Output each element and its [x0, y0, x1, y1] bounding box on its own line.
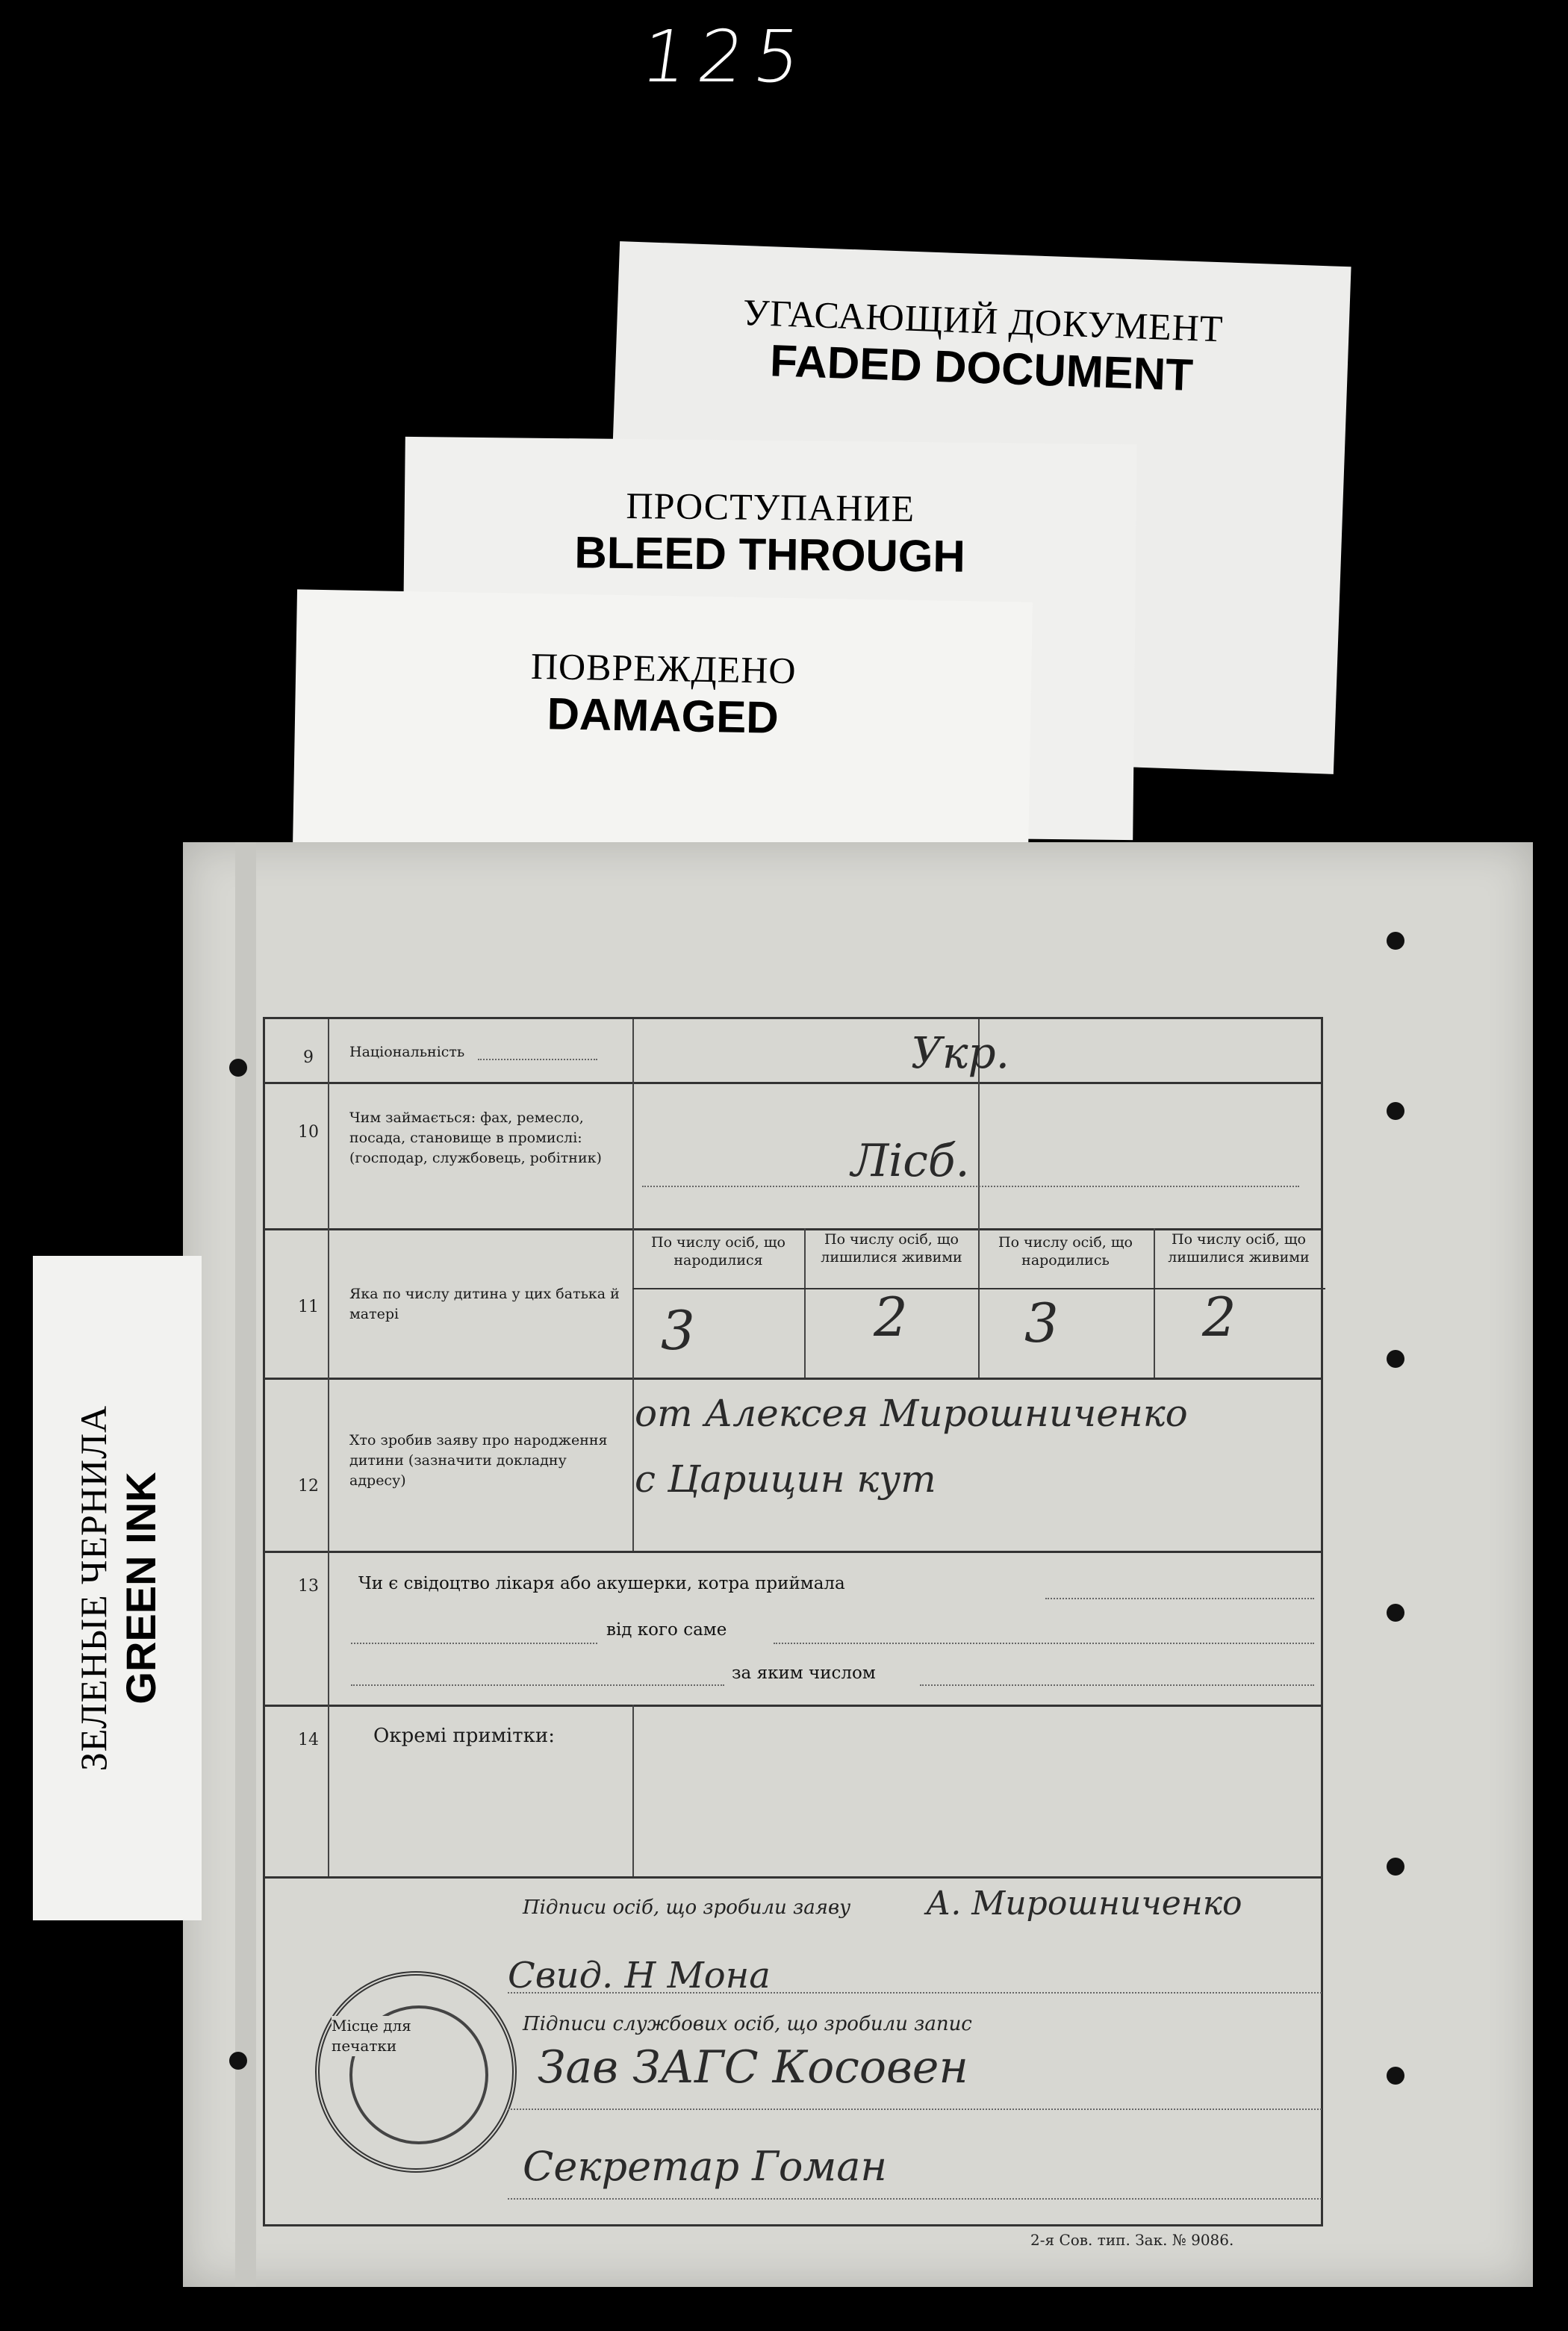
punch-hole-icon	[1387, 1102, 1404, 1120]
applicants-signature-label: Підписи осіб, що зробили заяву	[523, 1896, 851, 1919]
count-born-mother: 3	[1024, 1292, 1059, 1354]
nationality-value: Укр.	[911, 1027, 1010, 1078]
row-number-9: 9	[303, 1048, 314, 1067]
row-number-11: 11	[298, 1298, 319, 1316]
stamp-place-label: Місце для печатки	[332, 2016, 444, 2056]
header-born-mother: По числу осіб, що народились	[998, 1234, 1133, 1269]
damaged-label	[293, 589, 1033, 856]
declarant-label: Хто зробив заяву про народження дитини (зазначити докладну адресу)	[349, 1432, 608, 1489]
header-alive-mother: По числу осіб, що лишилися живими	[1168, 1231, 1310, 1266]
header-alive-father: По числу осіб, що лишилися живими	[821, 1231, 962, 1266]
punch-hole-icon	[1387, 2067, 1404, 2085]
punch-hole-icon	[229, 1059, 247, 1077]
count-born-father: 3	[661, 1299, 695, 1362]
count-alive-father: 2	[874, 1286, 908, 1348]
registrar-signature: Зав ЗАГС Косовен	[538, 2041, 968, 2094]
occupation-label: Чим займається: фах, ремесло, посада, становище в промислі: (господар, службовець, робітник)	[349, 1110, 602, 1166]
secretary-signature: Секретар Гоман	[523, 2143, 887, 2190]
faded-label-en: FADED DOCUMENT	[769, 335, 1194, 400]
green-ink-label	[33, 1256, 202, 1920]
row-number-12: 12	[298, 1477, 319, 1496]
printer-imprint: 2-я Сов. тип. Зак. № 9086.	[1030, 2231, 1234, 2249]
nationality-label: Національність	[349, 1044, 465, 1060]
certificate-date-label: за яким числом	[732, 1664, 876, 1683]
punch-hole-icon	[1387, 1604, 1404, 1622]
declarant-address: с Царицин кут	[635, 1457, 936, 1501]
occupation-value: Лісб.	[851, 1135, 970, 1187]
row-number-14: 14	[298, 1731, 319, 1749]
punch-hole-icon	[1387, 1858, 1404, 1876]
punch-hole-icon	[1387, 932, 1404, 950]
row-number-10: 10	[298, 1123, 319, 1142]
faded-label-ru: УГАСАЮЩИЙ ДОКУМЕНТ	[742, 290, 1225, 350]
certificate-from-whom: від кого саме	[606, 1620, 727, 1640]
certificate-question: Чи є свідоцтво лікаря або акушерки, котра приймала	[358, 1574, 845, 1593]
official-seal-icon	[315, 1971, 517, 2173]
header-born-father: По числу осіб, що народилися	[651, 1234, 785, 1269]
damaged-label-en: DAMAGED	[547, 688, 780, 743]
punch-hole-icon	[229, 2052, 247, 2070]
damaged-label-ru: ПОВРЕЖДЕНО	[530, 644, 797, 692]
notes-label: Окремі примітки:	[373, 1725, 555, 1747]
punch-hole-icon	[1387, 1350, 1404, 1368]
bleed-label-ru: ПРОСТУПАНИЕ	[626, 484, 915, 530]
count-alive-mother: 2	[1202, 1286, 1236, 1348]
witness-signature: Свид. Н Мона	[508, 1955, 771, 1997]
officials-signature-label: Підписи службових осіб, що зробили запис	[523, 2013, 972, 2035]
bleed-label-en: BLEED THROUGH	[574, 527, 966, 582]
declarant-name: от Алексея Мирошниченко	[635, 1392, 1188, 1435]
green-label-ru: ЗЕЛЕНЫЕ ЧЕРНИЛА	[72, 1404, 114, 1772]
green-label-en: GREEN INK	[117, 1472, 164, 1705]
applicant-signature: А. Мирошниченко	[926, 1885, 1242, 1923]
folio-number: 125	[636, 15, 817, 99]
row-number-13: 13	[298, 1577, 319, 1596]
child-order-label: Яка по числу дитина у цих батька й матері	[349, 1286, 620, 1322]
